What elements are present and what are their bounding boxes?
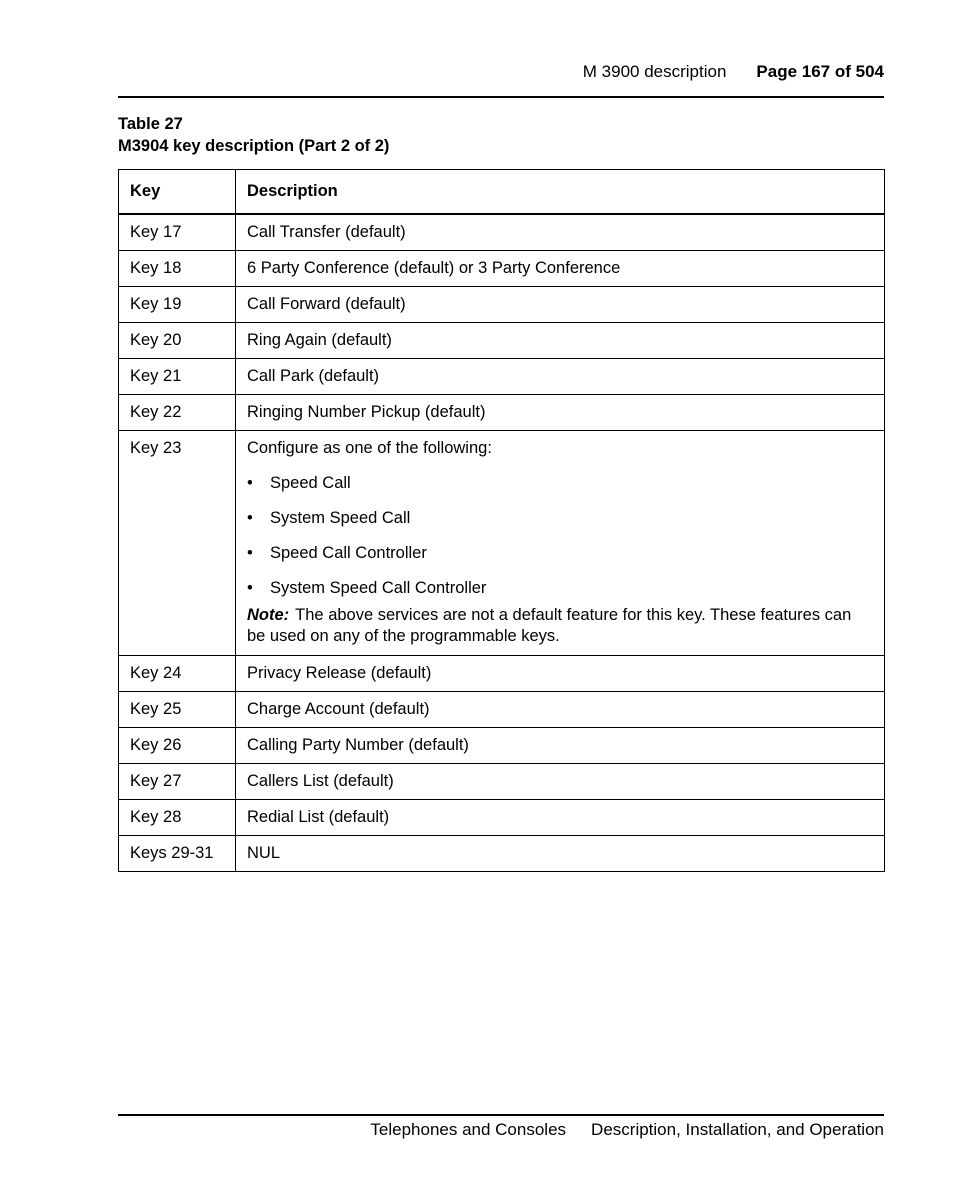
table-title: M3904 key description (Part 2 of 2) [118, 137, 390, 155]
table-row-key-23 [119, 430, 885, 655]
description-cell: Call Transfer (default) [236, 214, 885, 250]
note [247, 605, 873, 655]
key-cell: Key 17 [119, 214, 236, 250]
key-cell: Key 28 [119, 799, 236, 835]
description-cell: Charge Account (default) [236, 691, 885, 727]
key-cell: Key 18 [119, 250, 236, 286]
key-cell: Key 24 [119, 655, 236, 691]
list-item [247, 563, 873, 598]
list-item [247, 458, 873, 493]
bullet-icon: • [247, 578, 253, 597]
key-cell: Key 19 [119, 286, 236, 322]
description-cell: Ring Again (default) [236, 322, 885, 358]
document-title: M 3900 description [582, 62, 727, 81]
description-cell: Call Forward (default) [236, 286, 885, 322]
table-row [119, 835, 885, 871]
footer-book-subtitle: Description, Installation, and Operation [591, 1120, 884, 1139]
table-row [119, 286, 885, 322]
column-header-key: Key [119, 170, 236, 215]
key-cell: Key 21 [119, 358, 236, 394]
list-item-label: System Speed Call Controller [270, 578, 487, 597]
table-row [119, 214, 885, 250]
page-footer [118, 1114, 884, 1140]
description-cell: 6 Party Conference (default) or 3 Party Conference [236, 250, 885, 286]
table-caption [118, 113, 389, 157]
description-cell: Call Park (default) [236, 358, 885, 394]
key-cell: Key 22 [119, 394, 236, 430]
page-number: Page 167 of 504 [756, 62, 884, 81]
table-row [119, 763, 885, 799]
key-cell: Key 27 [119, 763, 236, 799]
table-row [119, 358, 885, 394]
footer-book-title: Telephones and Consoles [370, 1120, 567, 1139]
key-cell: Key 20 [119, 322, 236, 358]
key-description-table [118, 169, 885, 872]
table-row [119, 322, 885, 358]
key-cell: Key 25 [119, 691, 236, 727]
bullet-icon: • [247, 543, 253, 562]
description-cell: Callers List (default) [236, 763, 885, 799]
table-row [119, 250, 885, 286]
list-item-label: Speed Call [270, 473, 351, 492]
description-intro: Configure as one of the following: [247, 438, 492, 457]
table-header-row [119, 170, 885, 215]
page-header [118, 62, 884, 98]
bullet-icon: • [247, 473, 253, 492]
list-item [247, 493, 873, 528]
column-header-description: Description [236, 170, 885, 215]
table-row [119, 655, 885, 691]
note-text: The above services are not a default feature for this key. These features can be used on any of the programmable keys. [247, 605, 852, 645]
list-item [247, 528, 873, 563]
key-cell: Keys 29-31 [119, 835, 236, 871]
description-cell: Ringing Number Pickup (default) [236, 394, 885, 430]
key-cell: Key 26 [119, 727, 236, 763]
note-label: Note: [247, 605, 290, 624]
option-list [247, 458, 873, 598]
table-row [119, 691, 885, 727]
table-number: Table 27 [118, 115, 183, 133]
key-cell: Key 23 [119, 430, 236, 655]
description-cell: Calling Party Number (default) [236, 727, 885, 763]
table-row [119, 727, 885, 763]
description-cell [236, 430, 885, 655]
bullet-icon: • [247, 508, 253, 527]
description-cell: Privacy Release (default) [236, 655, 885, 691]
description-cell: Redial List (default) [236, 799, 885, 835]
list-item-label: System Speed Call [270, 508, 411, 527]
description-cell: NUL [236, 835, 885, 871]
table-row [119, 799, 885, 835]
table-row [119, 394, 885, 430]
list-item-label: Speed Call Controller [270, 543, 427, 562]
